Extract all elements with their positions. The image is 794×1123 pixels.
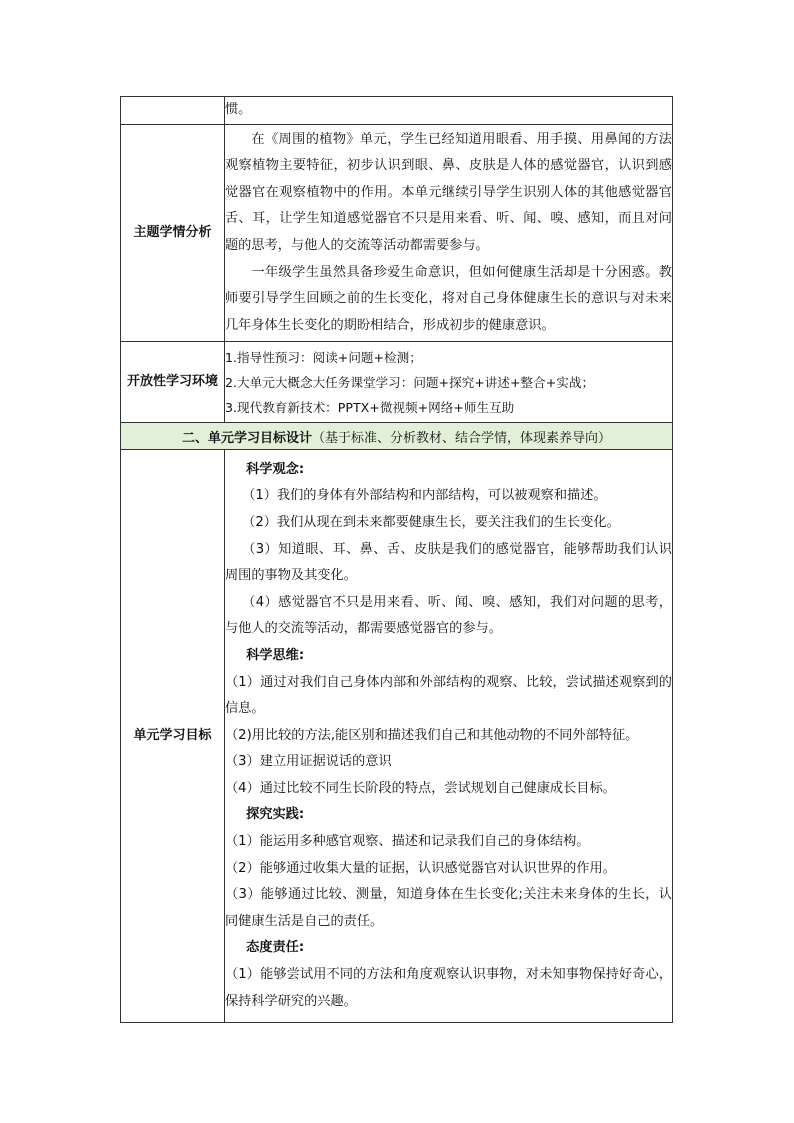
practice-heading: 探究实践: [246, 807, 305, 823]
row-habit-label [121, 97, 225, 125]
analysis-content [225, 125, 673, 342]
concept-item-2: （2）我们从现在到未来都要健康生长，要关注我们的生长变化。 [242, 514, 620, 530]
goals-label: 单元学习目标 [121, 450, 225, 1023]
row-section-2 [121, 423, 673, 450]
concept-item-3: （3）知道眼、耳、鼻、舌、皮肤是我们的感觉器官，能够帮助我们认识周围的事物及其变化。 [225, 541, 672, 584]
analysis-paragraph-2: 一年级学生虽然具备珍爱生命意识，但如何健康生活却是十分困惑。教师要引导学生回顾之前的生长变化，将对自己身体健康生长的意识与对未来几年身体生长变化的期盼相结合，形成初步的健康意识。 [225, 264, 672, 333]
section-2-heading [121, 423, 673, 450]
environment-label: 开放性学习环境 [121, 342, 225, 423]
analysis-paragraph-1: 在《周围的植物》单元，学生已经知道用眼看、用手摸、用鼻闻的方法观察植物主要特征，初步认识到眼、鼻、皮肤是人体的感觉器官，认识到感觉器官在观察植物中的作用。本单元继续引导学生识别人体的其他感觉器官舌、耳，让学生知道感觉器官不只是用来看、听、闻、嗅、感知，而且对问题的思考，与他人的交流等活动都需要参与。 [225, 131, 672, 253]
thinking-item-1: （1）通过对我们自己身体内部和外部结构的观察、比较，尝试描述观察到的信息。 [225, 674, 672, 717]
thinking-item-2: （2)用比较的方法,能区别和描述我们自己和其他动物的不同外部特征。 [225, 727, 639, 743]
environment-content [225, 342, 673, 423]
lesson-plan-table [120, 96, 673, 1023]
row-goals [121, 450, 673, 1023]
row-analysis [121, 125, 673, 342]
practice-item-1: （1）能运用多种感官观察、描述和记录我们自己的身体结构。 [225, 834, 590, 850]
analysis-label: 主题学情分析 [121, 125, 225, 342]
row-habit-content [225, 97, 673, 125]
attitude-item-1: （1）能够尝试用不同的方法和角度观察认识事物，对未知事物保持好奇心，保持科学研究的兴趣。 [225, 967, 672, 1009]
habit-text: 惯。 [225, 102, 252, 118]
goals-content [225, 450, 673, 1023]
concept-item-4: （4）感觉器官不只是用来看、听、闻、嗅、感知，我们对问题的思考，与他人的交流等活动，都需要感觉器官的参与。 [225, 594, 672, 637]
environment-item-1: 1.指导性预习：阅读+问题+检测； [225, 349, 422, 365]
row-environment [121, 342, 673, 423]
row-habit [121, 97, 673, 125]
practice-item-3: （3）能够通过比较、测量，知道身体在生长变化;关注未来身体的生长，认同健康生活是自己的责任。 [225, 887, 672, 929]
section-2-title: 二、单元学习目标设计 [181, 430, 312, 446]
thinking-heading: 科学思维: [246, 647, 305, 663]
thinking-item-4: （4）通过比较不同生长阶段的特点，尝试规划自己健康成长目标。 [225, 780, 616, 796]
concept-item-1: （1）我们的身体有外部结构和内部结构，可以被观察和描述。 [242, 488, 607, 504]
attitude-heading: 态度责任: [246, 940, 305, 956]
environment-item-3: 3.现代教育新技术：PPTX+微视频+网络+师生互助 [225, 399, 515, 415]
concept-heading: 科学观念: [246, 461, 305, 477]
section-2-note: （基于标准、分析教材、结合学情，体现素养导向） [312, 430, 612, 446]
practice-item-2: （2）能够通过收集大量的证据，认识感觉器官对认识世界的作用。 [225, 860, 616, 876]
thinking-item-3: （3）建立用证据说话的意识 [225, 754, 392, 770]
environment-item-2: 2.大单元大概念大任务课堂学习：问题+探究+讲述+整合+实战； [225, 374, 595, 390]
